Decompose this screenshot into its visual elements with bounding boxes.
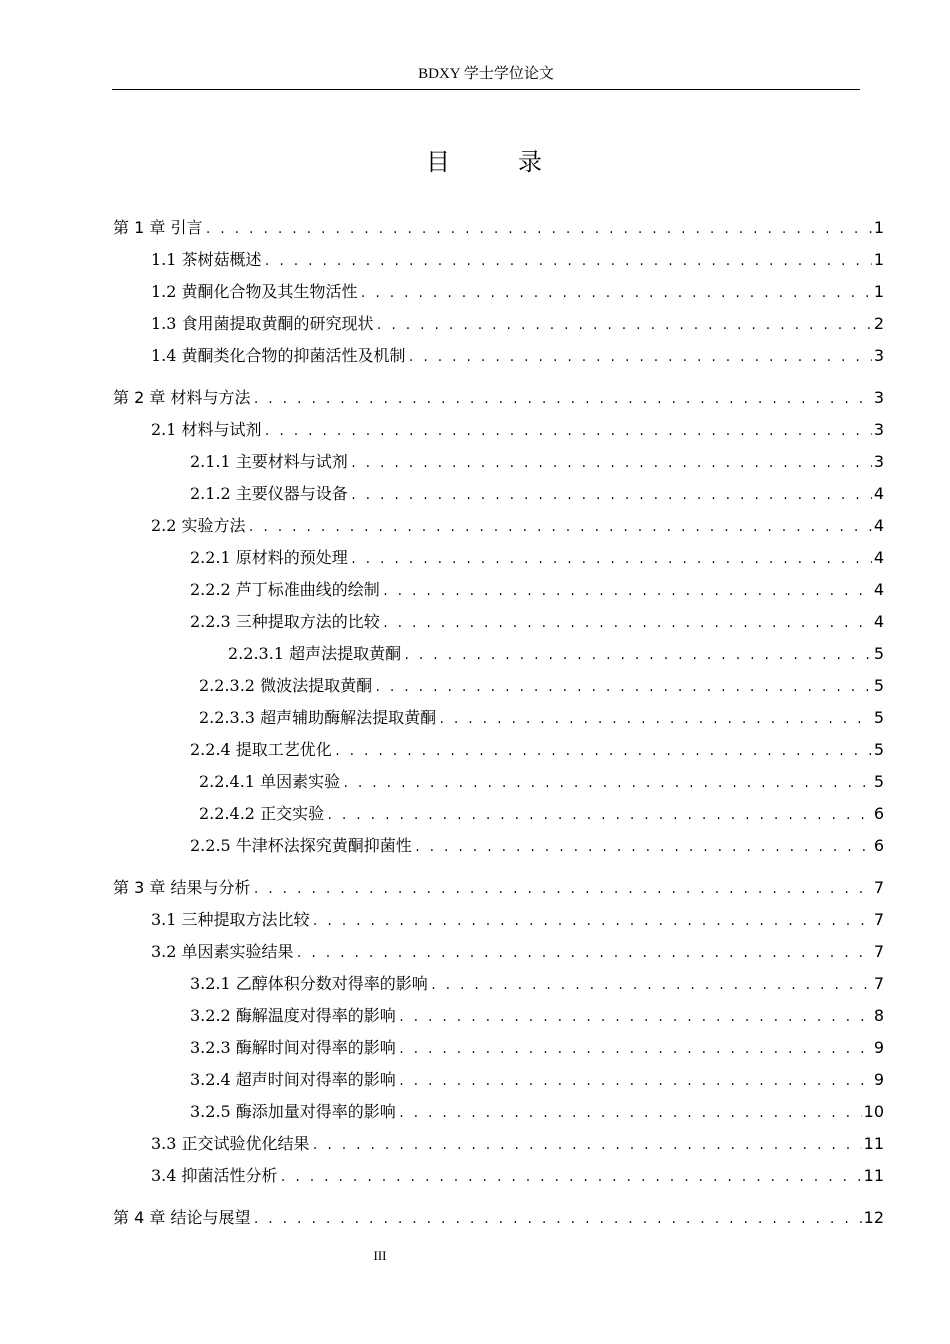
toc-entry-2-2-5[interactable] [190, 835, 884, 857]
toc-entry-2-2-1[interactable] [190, 547, 884, 569]
toc-entry-page: 7 [873, 942, 884, 961]
toc-entry-page: 10 [863, 1102, 884, 1121]
toc-entry-page: 1 [873, 218, 884, 237]
toc-entry-page: 3 [873, 452, 884, 471]
toc-entry-label: 2.2.4.1 单因素实验 [199, 772, 341, 791]
toc-entry-label: 2.2 实验方法 [151, 516, 246, 535]
toc-entry-page: 1 [873, 282, 884, 301]
toc-leader-dots [334, 739, 872, 761]
toc-entry-page: 5 [873, 676, 884, 695]
toc-leader-dots [252, 387, 871, 409]
toc-entry-page: 4 [873, 548, 884, 567]
toc-leader-dots [350, 547, 872, 569]
toc-entry-label: 第 2 章 材料与方法 [113, 388, 251, 407]
toc-entry-chapter-2[interactable] [113, 387, 884, 409]
toc-entry-label: 2.1.2 主要仪器与设备 [190, 484, 348, 503]
toc-leader-dots [264, 419, 872, 441]
toc-leader-dots [430, 973, 872, 995]
toc-entry-3-2-5[interactable] [190, 1101, 884, 1123]
toc-entry-label: 第 1 章 引言 [113, 218, 203, 237]
toc-entry-label: 3.2.4 超声时间对得率的影响 [190, 1070, 396, 1089]
toc-entry-label: 2.1.1 主要材料与试剂 [190, 452, 348, 471]
toc-entry-label: 1.4 黄酮类化合物的抑菌活性及机制 [151, 346, 406, 365]
running-header: BDXY 学士学位论文 [418, 66, 554, 82]
toc-leader-dots [204, 217, 871, 239]
toc-entry-3-2-2[interactable] [190, 1005, 884, 1027]
toc-entry-1-3[interactable] [151, 313, 884, 335]
toc-entry-label: 2.2.3.2 微波法提取黄酮 [199, 676, 373, 695]
toc-entry-3-4[interactable] [151, 1165, 884, 1187]
toc-entry-3-2-1[interactable] [190, 973, 884, 995]
toc-entry-page: 12 [863, 1208, 884, 1227]
toc-entry-page: 11 [863, 1134, 884, 1153]
toc-entry-label: 3.4 抑菌活性分析 [151, 1166, 278, 1185]
toc-entry-label: 3.2.1 乙醇体积分数对得率的影响 [190, 974, 428, 993]
toc-entry-page: 6 [873, 804, 884, 823]
toc-entry-page: 5 [873, 740, 884, 759]
toc-entry-page: 7 [873, 974, 884, 993]
toc-leader-dots [398, 1069, 872, 1091]
toc-entry-page: 5 [873, 644, 884, 663]
toc-leader-dots [350, 483, 872, 505]
toc-leader-dots [264, 249, 872, 271]
toc-leader-dots [382, 579, 872, 601]
toc-entry-page: 4 [873, 516, 884, 535]
toc-leader-dots [280, 1165, 862, 1187]
toc-entry-page: 4 [873, 612, 884, 631]
toc-entry-page: 2 [873, 314, 884, 333]
toc-entry-2-1[interactable] [151, 419, 884, 441]
toc-entry-label: 3.2.5 酶添加量对得率的影响 [190, 1102, 396, 1121]
toc-entry-label: 3.1 三种提取方法比较 [151, 910, 310, 929]
toc-entry-page: 3 [873, 346, 884, 365]
toc-entry-2-2-2[interactable] [190, 579, 884, 601]
toc-entry-label: 2.2.5 牛津杯法探究黄酮抑菌性 [190, 836, 412, 855]
toc-leader-dots [252, 1207, 861, 1229]
toc-entry-page: 11 [863, 1166, 884, 1185]
toc-entry-1-4[interactable] [151, 345, 884, 367]
toc-entry-page: 6 [873, 836, 884, 855]
toc-entry-label: 2.1 材料与试剂 [151, 420, 262, 439]
toc-entry-3-1[interactable] [151, 909, 884, 931]
toc-entry-label: 2.2.4 提取工艺优化 [190, 740, 332, 759]
toc-entry-1-2[interactable] [151, 281, 884, 303]
toc-entry-label: 第 3 章 结果与分析 [113, 878, 251, 897]
toc-entry-page: 8 [873, 1006, 884, 1025]
toc-entry-chapter-3[interactable] [113, 877, 884, 899]
toc-entry-label: 2.2.4.2 正交实验 [199, 804, 325, 823]
toc-entry-label: 第 4 章 结论与展望 [113, 1208, 251, 1227]
toc-leader-dots [382, 611, 872, 633]
toc-entry-chapter-1[interactable] [113, 217, 884, 239]
toc-leader-dots [312, 909, 872, 931]
toc-title: 目 录 [426, 148, 564, 176]
toc-leader-dots [360, 281, 872, 303]
toc-entry-page: 7 [873, 878, 884, 897]
toc-leader-dots [374, 675, 872, 697]
toc-leader-dots [408, 345, 872, 367]
toc-entry-page: 7 [873, 910, 884, 929]
toc-leader-dots [296, 941, 872, 963]
toc-entry-label: 3.2 单因素实验结果 [151, 942, 294, 961]
toc-entry-2-2-3-2[interactable] [199, 675, 884, 697]
toc-entry-label: 1.1 茶树菇概述 [151, 250, 262, 269]
toc-leader-dots [398, 1005, 872, 1027]
toc-entry-2-2-3[interactable] [190, 611, 884, 633]
toc-entry-page: 1 [873, 250, 884, 269]
toc-entry-2-1-2[interactable] [190, 483, 884, 505]
toc-leader-dots [376, 313, 872, 335]
header-rule [112, 89, 860, 90]
toc-entry-label: 2.2.3.3 超声辅助酶解法提取黄酮 [199, 708, 437, 727]
toc-leader-dots [312, 1133, 862, 1155]
toc-leader-dots [438, 707, 872, 729]
toc-entry-3-3[interactable] [151, 1133, 884, 1155]
toc-entry-label: 3.3 正交试验优化结果 [151, 1134, 310, 1153]
toc-entry-page: 3 [873, 388, 884, 407]
toc-entry-2-2-3-3[interactable] [199, 707, 884, 729]
toc-entry-label: 3.2.2 酶解温度对得率的影响 [190, 1006, 396, 1025]
toc-leader-dots [403, 643, 872, 665]
toc-entry-page: 9 [873, 1038, 884, 1057]
toc-entry-chapter-4[interactable] [113, 1207, 884, 1229]
toc-leader-dots [342, 771, 872, 793]
toc-entry-2-2[interactable] [151, 515, 884, 537]
toc-entry-page: 5 [873, 708, 884, 727]
toc-entry-page: 9 [873, 1070, 884, 1089]
toc-entry-3-2-3[interactable] [190, 1037, 884, 1059]
toc-entry-2-2-4[interactable] [190, 739, 884, 761]
toc-entry-label: 2.2.2 芦丁标准曲线的绘制 [190, 580, 380, 599]
toc-leader-dots [252, 877, 871, 899]
toc-entry-page: 5 [873, 772, 884, 791]
toc-entry-page: 4 [873, 484, 884, 503]
toc-entry-2-1-1[interactable] [190, 451, 884, 473]
toc-entry-3-2-4[interactable] [190, 1069, 884, 1091]
toc-entry-page: 4 [873, 580, 884, 599]
page-number: III [373, 1248, 387, 1263]
toc-entry-3-2[interactable] [151, 941, 884, 963]
toc-entry-2-2-3-1[interactable] [228, 643, 884, 665]
toc-leader-dots [248, 515, 872, 537]
toc-entry-2-2-4-1[interactable] [199, 771, 884, 793]
toc-entry-label: 3.2.3 酶解时间对得率的影响 [190, 1038, 396, 1057]
toc-leader-dots [398, 1101, 862, 1123]
toc-entry-label: 2.2.3.1 超声法提取黄酮 [228, 644, 402, 663]
toc-entry-page: 3 [873, 420, 884, 439]
toc-leader-dots [326, 803, 872, 825]
toc-entry-label: 1.3 食用菌提取黄酮的研究现状 [151, 314, 374, 333]
toc-entry-2-2-4-2[interactable] [199, 803, 884, 825]
toc-leader-dots [350, 451, 872, 473]
toc-entry-label: 2.2.1 原材料的预处理 [190, 548, 348, 567]
toc-leader-dots [414, 835, 872, 857]
toc-entry-label: 2.2.3 三种提取方法的比较 [190, 612, 380, 631]
toc-entry-1-1[interactable] [151, 249, 884, 271]
toc-leader-dots [398, 1037, 872, 1059]
toc-entry-label: 1.2 黄酮化合物及其生物活性 [151, 282, 358, 301]
